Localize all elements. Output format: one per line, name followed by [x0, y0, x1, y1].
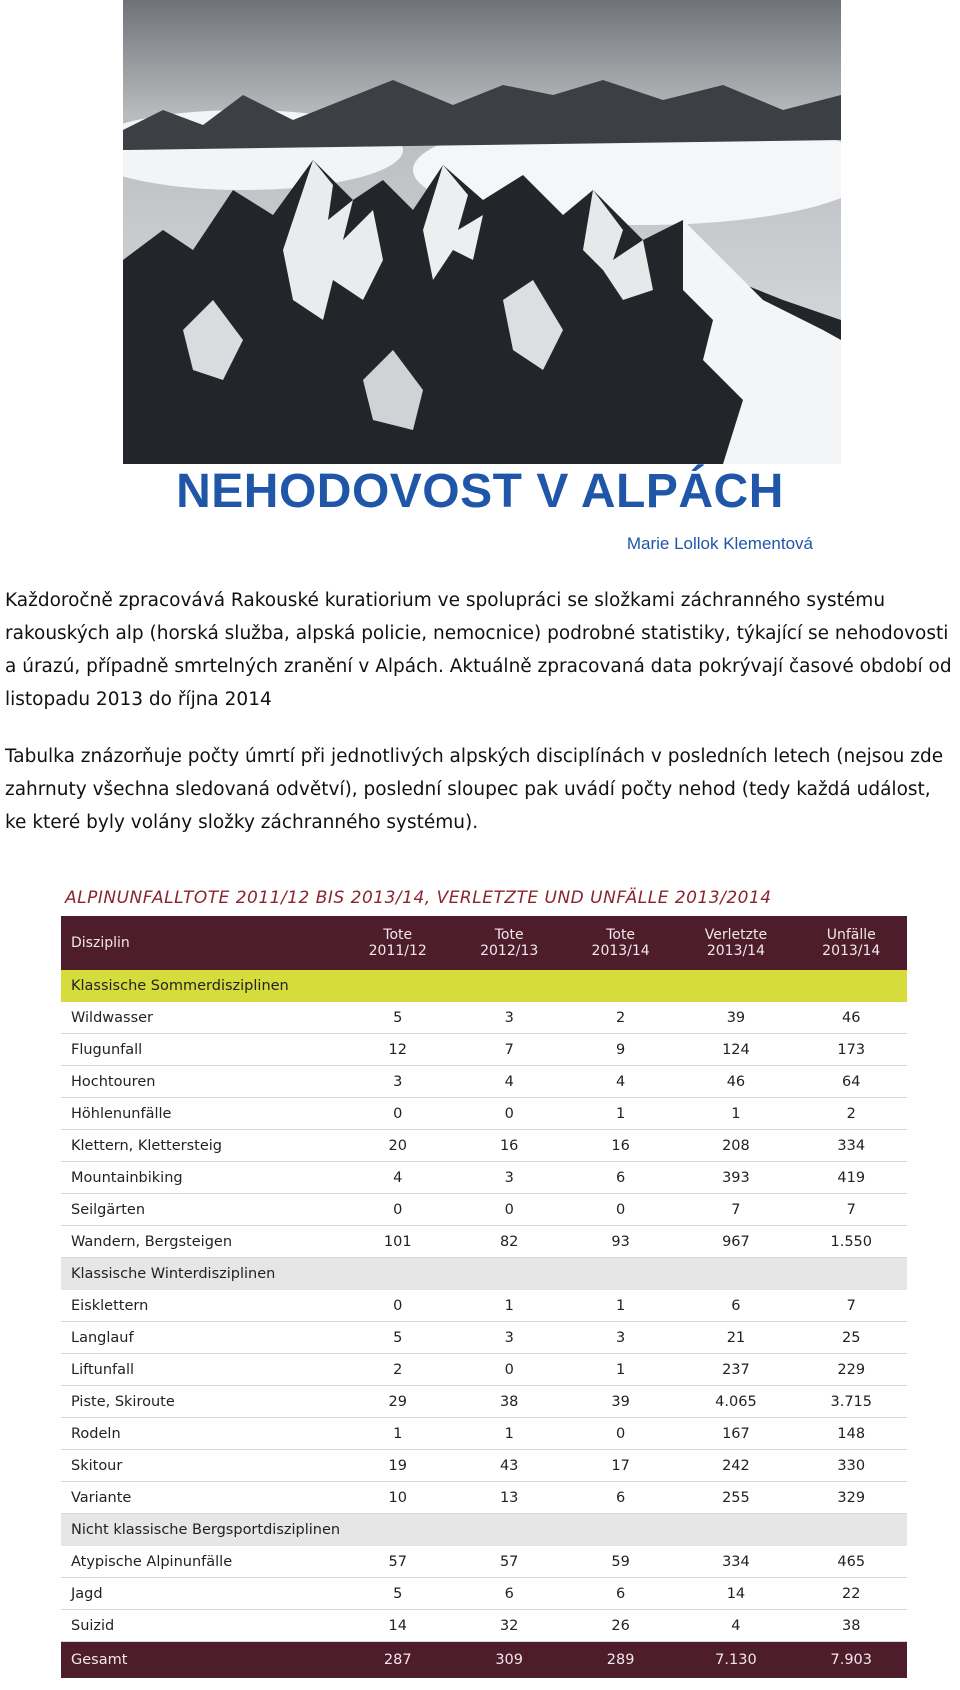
- value-cell: 16: [453, 1130, 564, 1162]
- table-row: [61, 1610, 907, 1642]
- value-cell: 329: [795, 1482, 907, 1514]
- value-cell: 64: [795, 1066, 907, 1098]
- table-row: [61, 1226, 907, 1258]
- table-header-row: [61, 916, 907, 970]
- value-cell: 57: [342, 1546, 453, 1578]
- value-cell: 7: [795, 1194, 907, 1226]
- value-cell: 7: [795, 1290, 907, 1322]
- value-cell: 5: [342, 1578, 453, 1610]
- discipline-cell: Atypische Alpinunfälle: [61, 1546, 342, 1578]
- value-cell: 6: [676, 1290, 795, 1322]
- accident-statistics-table: [61, 880, 907, 1690]
- value-cell: 38: [795, 1610, 907, 1642]
- discipline-cell: Hochtouren: [61, 1066, 342, 1098]
- value-cell: 0: [565, 1194, 676, 1226]
- value-cell: 0: [453, 1354, 564, 1386]
- value-cell: 14: [676, 1578, 795, 1610]
- value-cell: 22: [795, 1578, 907, 1610]
- value-cell: 0: [342, 1290, 453, 1322]
- value-cell: 39: [676, 1002, 795, 1034]
- section-title: Nicht klassische Bergsportdisziplinen: [61, 1514, 907, 1547]
- table-row: [61, 1098, 907, 1130]
- value-cell: 208: [676, 1130, 795, 1162]
- value-cell: 4: [453, 1066, 564, 1098]
- value-cell: 0: [453, 1098, 564, 1130]
- total-label: Gesamt: [61, 1642, 342, 1679]
- value-cell: 3.715: [795, 1386, 907, 1418]
- discipline-cell: Flugunfall: [61, 1034, 342, 1066]
- value-cell: 2: [565, 1002, 676, 1034]
- value-cell: 1: [565, 1290, 676, 1322]
- discipline-cell: Klettern, Klettersteig: [61, 1130, 342, 1162]
- value-cell: 16: [565, 1130, 676, 1162]
- value-cell: 2: [342, 1354, 453, 1386]
- value-cell: 43: [453, 1450, 564, 1482]
- value-cell: 242: [676, 1450, 795, 1482]
- table-row: [61, 1418, 907, 1450]
- table-title: ALPINUNFALLTOTE 2011/12 BIS 2013/14, VERLETZTE UND UNFÄLLE 2013/2014: [65, 888, 772, 908]
- value-cell: 1: [453, 1418, 564, 1450]
- value-cell: 1.550: [795, 1226, 907, 1258]
- table-row: [61, 1450, 907, 1482]
- total-value: 289: [565, 1642, 676, 1679]
- mountain-photo-graphic: [123, 0, 841, 464]
- total-value: 287: [342, 1642, 453, 1679]
- value-cell: 330: [795, 1450, 907, 1482]
- value-cell: 124: [676, 1034, 795, 1066]
- discipline-cell: Rodeln: [61, 1418, 342, 1450]
- header-discipline: Disziplin: [71, 935, 130, 951]
- value-cell: 21: [676, 1322, 795, 1354]
- value-cell: 17: [565, 1450, 676, 1482]
- value-cell: 173: [795, 1034, 907, 1066]
- value-cell: 39: [565, 1386, 676, 1418]
- value-cell: 167: [676, 1418, 795, 1450]
- value-cell: 101: [342, 1226, 453, 1258]
- table-row: [61, 1546, 907, 1578]
- header-label: Tote: [383, 927, 413, 943]
- value-cell: 4.065: [676, 1386, 795, 1418]
- value-cell: 10: [342, 1482, 453, 1514]
- value-cell: 9: [565, 1034, 676, 1066]
- table-description-paragraph: Tabulka znázorňuje počty úmrtí při jednotlivých alpských disciplínách v posledních letech (nejsou zde zahrnuty všechna sledovaná odvětví), poslední sloupec pak uvádí počty nehod (tedy každá událost, ke které byly volány složky záchranného systému).: [5, 746, 944, 833]
- value-cell: 57: [453, 1546, 564, 1578]
- header-injured-2013-14: [676, 916, 795, 970]
- value-cell: 3: [565, 1322, 676, 1354]
- statistics-grid: [61, 916, 907, 1678]
- header-year: 2013/14: [822, 943, 881, 959]
- value-cell: 14: [342, 1610, 453, 1642]
- table-body: [61, 970, 907, 1678]
- value-cell: 4: [565, 1066, 676, 1098]
- value-cell: 419: [795, 1162, 907, 1194]
- value-cell: 46: [676, 1066, 795, 1098]
- value-cell: 0: [342, 1194, 453, 1226]
- value-cell: 7: [453, 1034, 564, 1066]
- table-row: [61, 1002, 907, 1034]
- table-row: [61, 1034, 907, 1066]
- discipline-cell: Skitour: [61, 1450, 342, 1482]
- value-cell: 229: [795, 1354, 907, 1386]
- value-cell: 1: [565, 1098, 676, 1130]
- table-row: [61, 1578, 907, 1610]
- table-row: [61, 1066, 907, 1098]
- value-cell: 2: [795, 1098, 907, 1130]
- value-cell: 334: [795, 1130, 907, 1162]
- discipline-cell: Mountainbiking: [61, 1162, 342, 1194]
- value-cell: 0: [453, 1194, 564, 1226]
- table-row: [61, 1290, 907, 1322]
- table-row: [61, 1482, 907, 1514]
- discipline-cell: Variante: [61, 1482, 342, 1514]
- discipline-cell: Suizid: [61, 1610, 342, 1642]
- table-row: [61, 1386, 907, 1418]
- value-cell: 38: [453, 1386, 564, 1418]
- mountain-photo: [123, 0, 841, 464]
- total-value: 7.903: [795, 1642, 907, 1679]
- discipline-cell: Liftunfall: [61, 1354, 342, 1386]
- value-cell: 32: [453, 1610, 564, 1642]
- header-year: 2012/13: [480, 943, 539, 959]
- total-row: [61, 1642, 907, 1679]
- discipline-cell: Seilgärten: [61, 1194, 342, 1226]
- value-cell: 6: [453, 1578, 564, 1610]
- value-cell: 46: [795, 1002, 907, 1034]
- value-cell: 6: [565, 1162, 676, 1194]
- value-cell: 148: [795, 1418, 907, 1450]
- header-year: 2013/14: [706, 943, 765, 959]
- section-title: Klassische Sommerdisziplinen: [61, 970, 907, 1002]
- section-title: Klassische Winterdisziplinen: [61, 1258, 907, 1291]
- value-cell: 1: [342, 1418, 453, 1450]
- header-deaths-2013-14: [565, 916, 676, 970]
- value-cell: 93: [565, 1226, 676, 1258]
- intro-paragraph: Každoročně zpracovává Rakouské kuratiorium ve spolupráci se složkami záchranného systému rakouských alp (horská služba, alpská policie, nemocnice) podrobné statistiky, týkající se nehodovosti a úrazú, případně smrtelných zranění v Alpách. Aktuálně zpracovaná data pokrývají časové období od listopadu 2013 do října 2014: [5, 590, 952, 710]
- value-cell: 1: [453, 1290, 564, 1322]
- header-deaths-2012-13: [453, 916, 564, 970]
- table-footer-spacer: [61, 1678, 907, 1690]
- header-label: Tote: [606, 927, 636, 943]
- table-row: [61, 1130, 907, 1162]
- header-year: 2013/14: [591, 943, 650, 959]
- value-cell: 25: [795, 1322, 907, 1354]
- table-row: [61, 1322, 907, 1354]
- section-header-row: [61, 970, 907, 1002]
- value-cell: 393: [676, 1162, 795, 1194]
- value-cell: 82: [453, 1226, 564, 1258]
- value-cell: 3: [453, 1162, 564, 1194]
- discipline-cell: Eisklettern: [61, 1290, 342, 1322]
- discipline-cell: Höhlenunfälle: [61, 1098, 342, 1130]
- value-cell: 0: [565, 1418, 676, 1450]
- value-cell: 1: [565, 1354, 676, 1386]
- discipline-cell: Wildwasser: [61, 1002, 342, 1034]
- value-cell: 59: [565, 1546, 676, 1578]
- table-row: [61, 1194, 907, 1226]
- value-cell: 3: [342, 1066, 453, 1098]
- value-cell: 5: [342, 1322, 453, 1354]
- value-cell: 6: [565, 1578, 676, 1610]
- value-cell: 13: [453, 1482, 564, 1514]
- author-name: Marie Lollok Klementová: [626, 534, 813, 553]
- value-cell: 1: [676, 1098, 795, 1130]
- table-row: [61, 1162, 907, 1194]
- header-label: Verletzte: [704, 927, 768, 943]
- value-cell: 4: [342, 1162, 453, 1194]
- value-cell: 967: [676, 1226, 795, 1258]
- value-cell: 4: [676, 1610, 795, 1642]
- value-cell: 20: [342, 1130, 453, 1162]
- discipline-cell: Jagd: [61, 1578, 342, 1610]
- header-year: 2011/12: [368, 943, 427, 959]
- value-cell: 0: [342, 1098, 453, 1130]
- total-value: 7.130: [676, 1642, 795, 1679]
- section-header-row: [61, 1258, 907, 1291]
- total-value: 309: [453, 1642, 564, 1679]
- page-title: NEHODOVOST V ALPÁCH: [176, 465, 784, 518]
- value-cell: 3: [453, 1322, 564, 1354]
- value-cell: 6: [565, 1482, 676, 1514]
- discipline-cell: Wandern, Bergsteigen: [61, 1226, 342, 1258]
- value-cell: 12: [342, 1034, 453, 1066]
- value-cell: 465: [795, 1546, 907, 1578]
- value-cell: 3: [453, 1002, 564, 1034]
- value-cell: 237: [676, 1354, 795, 1386]
- header-accidents-2013-14: [795, 916, 907, 970]
- value-cell: 29: [342, 1386, 453, 1418]
- discipline-cell: Piste, Skiroute: [61, 1386, 342, 1418]
- table-row: [61, 1354, 907, 1386]
- header-deaths-2011-12: [342, 916, 453, 970]
- value-cell: 7: [676, 1194, 795, 1226]
- section-header-row: [61, 1514, 907, 1547]
- discipline-cell: Langlauf: [61, 1322, 342, 1354]
- value-cell: 26: [565, 1610, 676, 1642]
- value-cell: 334: [676, 1546, 795, 1578]
- header-label: Tote: [494, 927, 524, 943]
- value-cell: 255: [676, 1482, 795, 1514]
- header-label: Unfälle: [826, 927, 876, 943]
- value-cell: 19: [342, 1450, 453, 1482]
- value-cell: 5: [342, 1002, 453, 1034]
